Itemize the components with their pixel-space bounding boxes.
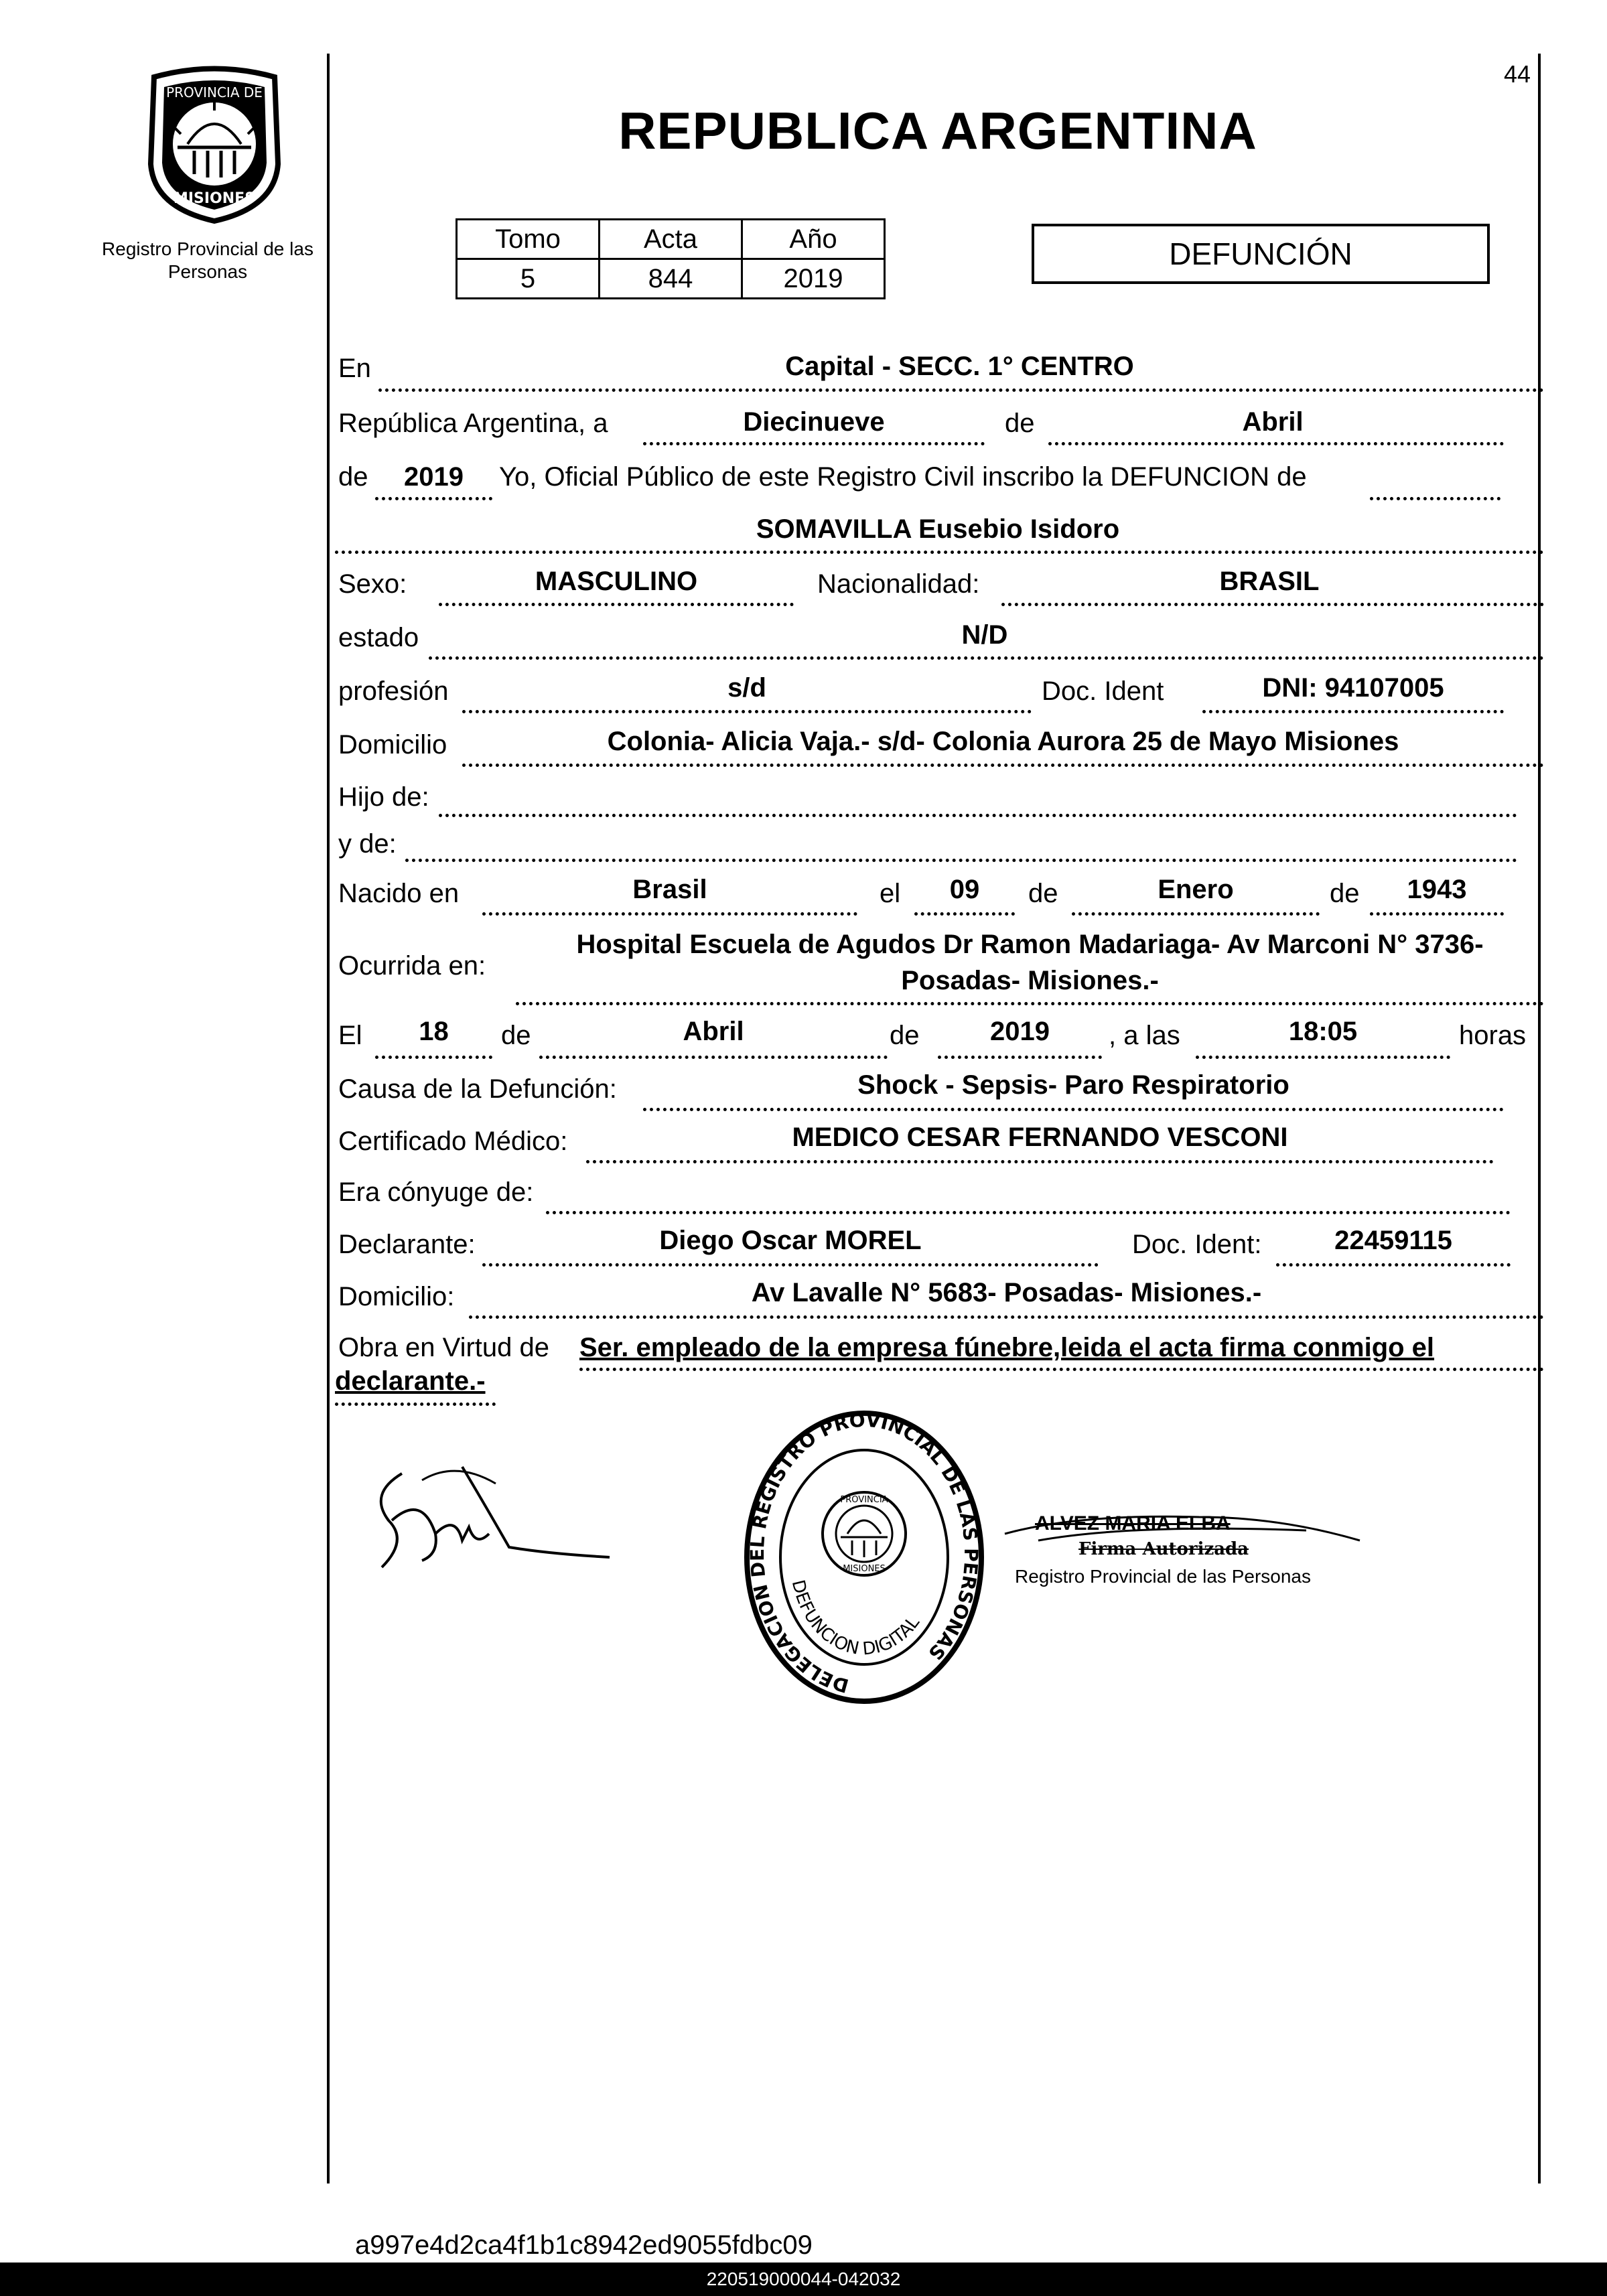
def-dia-value: 18 (419, 1017, 449, 1046)
declarante-domicilio-value: Av Lavalle N° 5683- Posadas- Misiones.- (751, 1278, 1262, 1307)
acta-value: 844 (600, 259, 742, 299)
label-doc-ident-2: Doc. Ident: (1132, 1230, 1262, 1259)
tomo-value: 5 (457, 259, 600, 299)
dotted-line (539, 1056, 888, 1059)
label-de: de (338, 462, 368, 492)
signer-name: ALVEZ MARIA ELBA (1035, 1512, 1231, 1534)
registry-name: Registro Provincial de las Personas (102, 238, 313, 282)
dotted-line (1001, 603, 1544, 606)
dotted-line (1196, 1056, 1450, 1059)
dotted-line (586, 1160, 1494, 1163)
province-seal-icon (134, 64, 295, 224)
acta-header: Acta (600, 220, 742, 259)
nacionalidad-value: BRASIL (1219, 567, 1320, 596)
def-mes-value: Abril (683, 1017, 744, 1046)
label-sexo: Sexo: (338, 569, 407, 599)
dotted-line (375, 1056, 492, 1059)
signer-registry: Registro Provincial de las Personas (1015, 1566, 1311, 1587)
dotted-line (482, 912, 857, 916)
mes-value: Abril (1242, 407, 1304, 437)
estado-value: N/D (961, 620, 1008, 650)
anio-header: Año (742, 220, 885, 259)
document-hash: a997e4d2ca4f1b1c8942ed9055fdbc09 (355, 2230, 813, 2260)
label-de: de (1330, 879, 1360, 908)
dotted-line (1370, 497, 1500, 500)
inner-seal-icon (823, 1492, 906, 1575)
svg-text:PROVINCIA: PROVINCIA (840, 1495, 888, 1505)
def-anio-value: 2019 (990, 1017, 1050, 1046)
nacido-lugar-value: Brasil (632, 875, 707, 904)
def-hora-value: 18:05 (1288, 1017, 1358, 1046)
svg-text:MISIONES: MISIONES (173, 190, 256, 207)
dotted-line (938, 1056, 1102, 1059)
document-type-box: DEFUNCIÓN (1032, 224, 1490, 284)
label-de: de (1028, 879, 1058, 908)
dotted-line (378, 388, 1544, 392)
label-domicilio-2: Domicilio: (338, 1282, 455, 1311)
causa-value: Shock - Sepsis- Paro Respiratorio (857, 1070, 1289, 1100)
declarant-signature (362, 1453, 616, 1587)
domicilio-value: Colonia- Alicia Vaja.- s/d- Colonia Aurora 25 de Mayo Misiones (607, 727, 1399, 756)
dotted-line (335, 1403, 496, 1406)
label-nacido-en: Nacido en (338, 879, 460, 908)
footer-code-bar (0, 2263, 1607, 2296)
declarante-doc-value: 22459115 (1334, 1226, 1452, 1255)
label-domicilio: Domicilio (338, 730, 447, 760)
sexo-value: MASCULINO (535, 567, 698, 596)
left-margin-line (327, 54, 330, 2183)
record-table (456, 218, 886, 299)
svg-text:PROVINCIA DE: PROVINCIA DE (166, 84, 263, 100)
record-header-row (457, 220, 885, 259)
label-causa: Causa de la Defunción: (338, 1074, 617, 1104)
lugar-value: Capital - SECC. 1° CENTRO (785, 352, 1134, 381)
dotted-line (579, 1368, 1544, 1371)
tomo-header: Tomo (457, 220, 600, 259)
dotted-line (469, 1315, 1544, 1319)
dotted-line (405, 859, 1517, 862)
label-ocurrida: Ocurrida en: (338, 951, 486, 981)
label-certificado: Certificado Médico: (338, 1127, 568, 1156)
label-de: de (501, 1021, 531, 1050)
dotted-line (1276, 1263, 1511, 1267)
label-conyuge: Era cónyuge de: (338, 1177, 534, 1207)
dotted-line (439, 603, 794, 606)
label-obra: Obra en Virtud de (338, 1333, 550, 1362)
label-declarante: Declarante: (338, 1230, 476, 1259)
nacido-dia-value: 09 (949, 875, 980, 904)
dotted-line (462, 764, 1544, 767)
dotted-line (1202, 710, 1504, 713)
deceased-name: SOMAVILLA Eusebio Isidoro (756, 514, 1120, 544)
label-nacionalidad: Nacionalidad: (817, 569, 980, 599)
certificado-value: MEDICO CESAR FERNANDO VESCONI (792, 1123, 1288, 1152)
dotted-line (335, 551, 1544, 554)
label-estado: estado (338, 623, 419, 652)
label-en: En (338, 354, 371, 383)
dotted-line (462, 710, 1032, 713)
label-inscribo: Yo, Oficial Público de este Registro Civil inscribo la DEFUNCION de (499, 462, 1307, 492)
footer-code: 220519000044-042032 (706, 2269, 901, 2289)
label-a-las: , a las (1109, 1021, 1180, 1050)
obra-line-2: declarante.- (335, 1366, 486, 1396)
obra-line-1: Ser. empleado de la empresa fúnebre,leida el acta firma conmigo el (579, 1333, 1435, 1362)
record-value-row (457, 259, 885, 299)
dotted-line (1370, 912, 1504, 916)
svg-text:DELEGACION DEL REGISTRO PROVIN: DELEGACION DEL REGISTRO PROVINCIAL DE LAS PERSONAS (746, 1409, 983, 1697)
dotted-line (429, 656, 1544, 660)
ocurrida-line-1: Hospital Escuela de Agudos Dr Ramon Madariaga- Av Marconi N° 3736- (576, 930, 1484, 959)
dotted-line (914, 912, 1015, 916)
label-profesion: profesión (338, 676, 449, 706)
page-number: 44 (1504, 60, 1531, 88)
dotted-line (546, 1211, 1511, 1214)
page-title: REPUBLICA ARGENTINA (618, 101, 1257, 160)
ocurrida-line-2: Posadas- Misiones.- (901, 966, 1159, 995)
dotted-line (643, 1108, 1504, 1111)
label-el-cap: El (338, 1021, 362, 1050)
label-de: de (1005, 409, 1035, 438)
label-doc-ident: Doc. Ident (1042, 676, 1164, 706)
label-hijo-de: Hijo de: (338, 782, 429, 812)
registry-stamp (737, 1407, 991, 1708)
svg-text:MISIONES: MISIONES (843, 1564, 886, 1574)
dotted-line (516, 1002, 1544, 1005)
dotted-line (643, 442, 985, 445)
dotted-line (482, 1263, 1099, 1267)
declarante-value: Diego Oscar MOREL (659, 1226, 922, 1255)
svg-text:DEFUNCION DIGITAL: DEFUNCION DIGITAL (787, 1578, 924, 1660)
dotted-line (1048, 442, 1504, 445)
dia-value: Diecinueve (743, 407, 885, 437)
nacido-anio-value: 1943 (1407, 875, 1467, 904)
label-de: de (890, 1021, 920, 1050)
dotted-line (375, 497, 492, 500)
profesion-value: s/d (727, 673, 766, 703)
anio-value: 2019 (742, 259, 885, 299)
label-el: el (880, 879, 901, 908)
label-horas: horas (1459, 1021, 1527, 1050)
nacido-mes-value: Enero (1158, 875, 1234, 904)
dotted-line (1072, 912, 1320, 916)
label-y-de: y de: (338, 829, 397, 859)
dotted-line (439, 814, 1517, 817)
dni-value: DNI: 94107005 (1262, 673, 1444, 703)
label-republica: República Argentina, a (338, 409, 608, 438)
signer-role: Firma Autorizada (1078, 1539, 1249, 1559)
anio-value: 2019 (404, 462, 464, 492)
